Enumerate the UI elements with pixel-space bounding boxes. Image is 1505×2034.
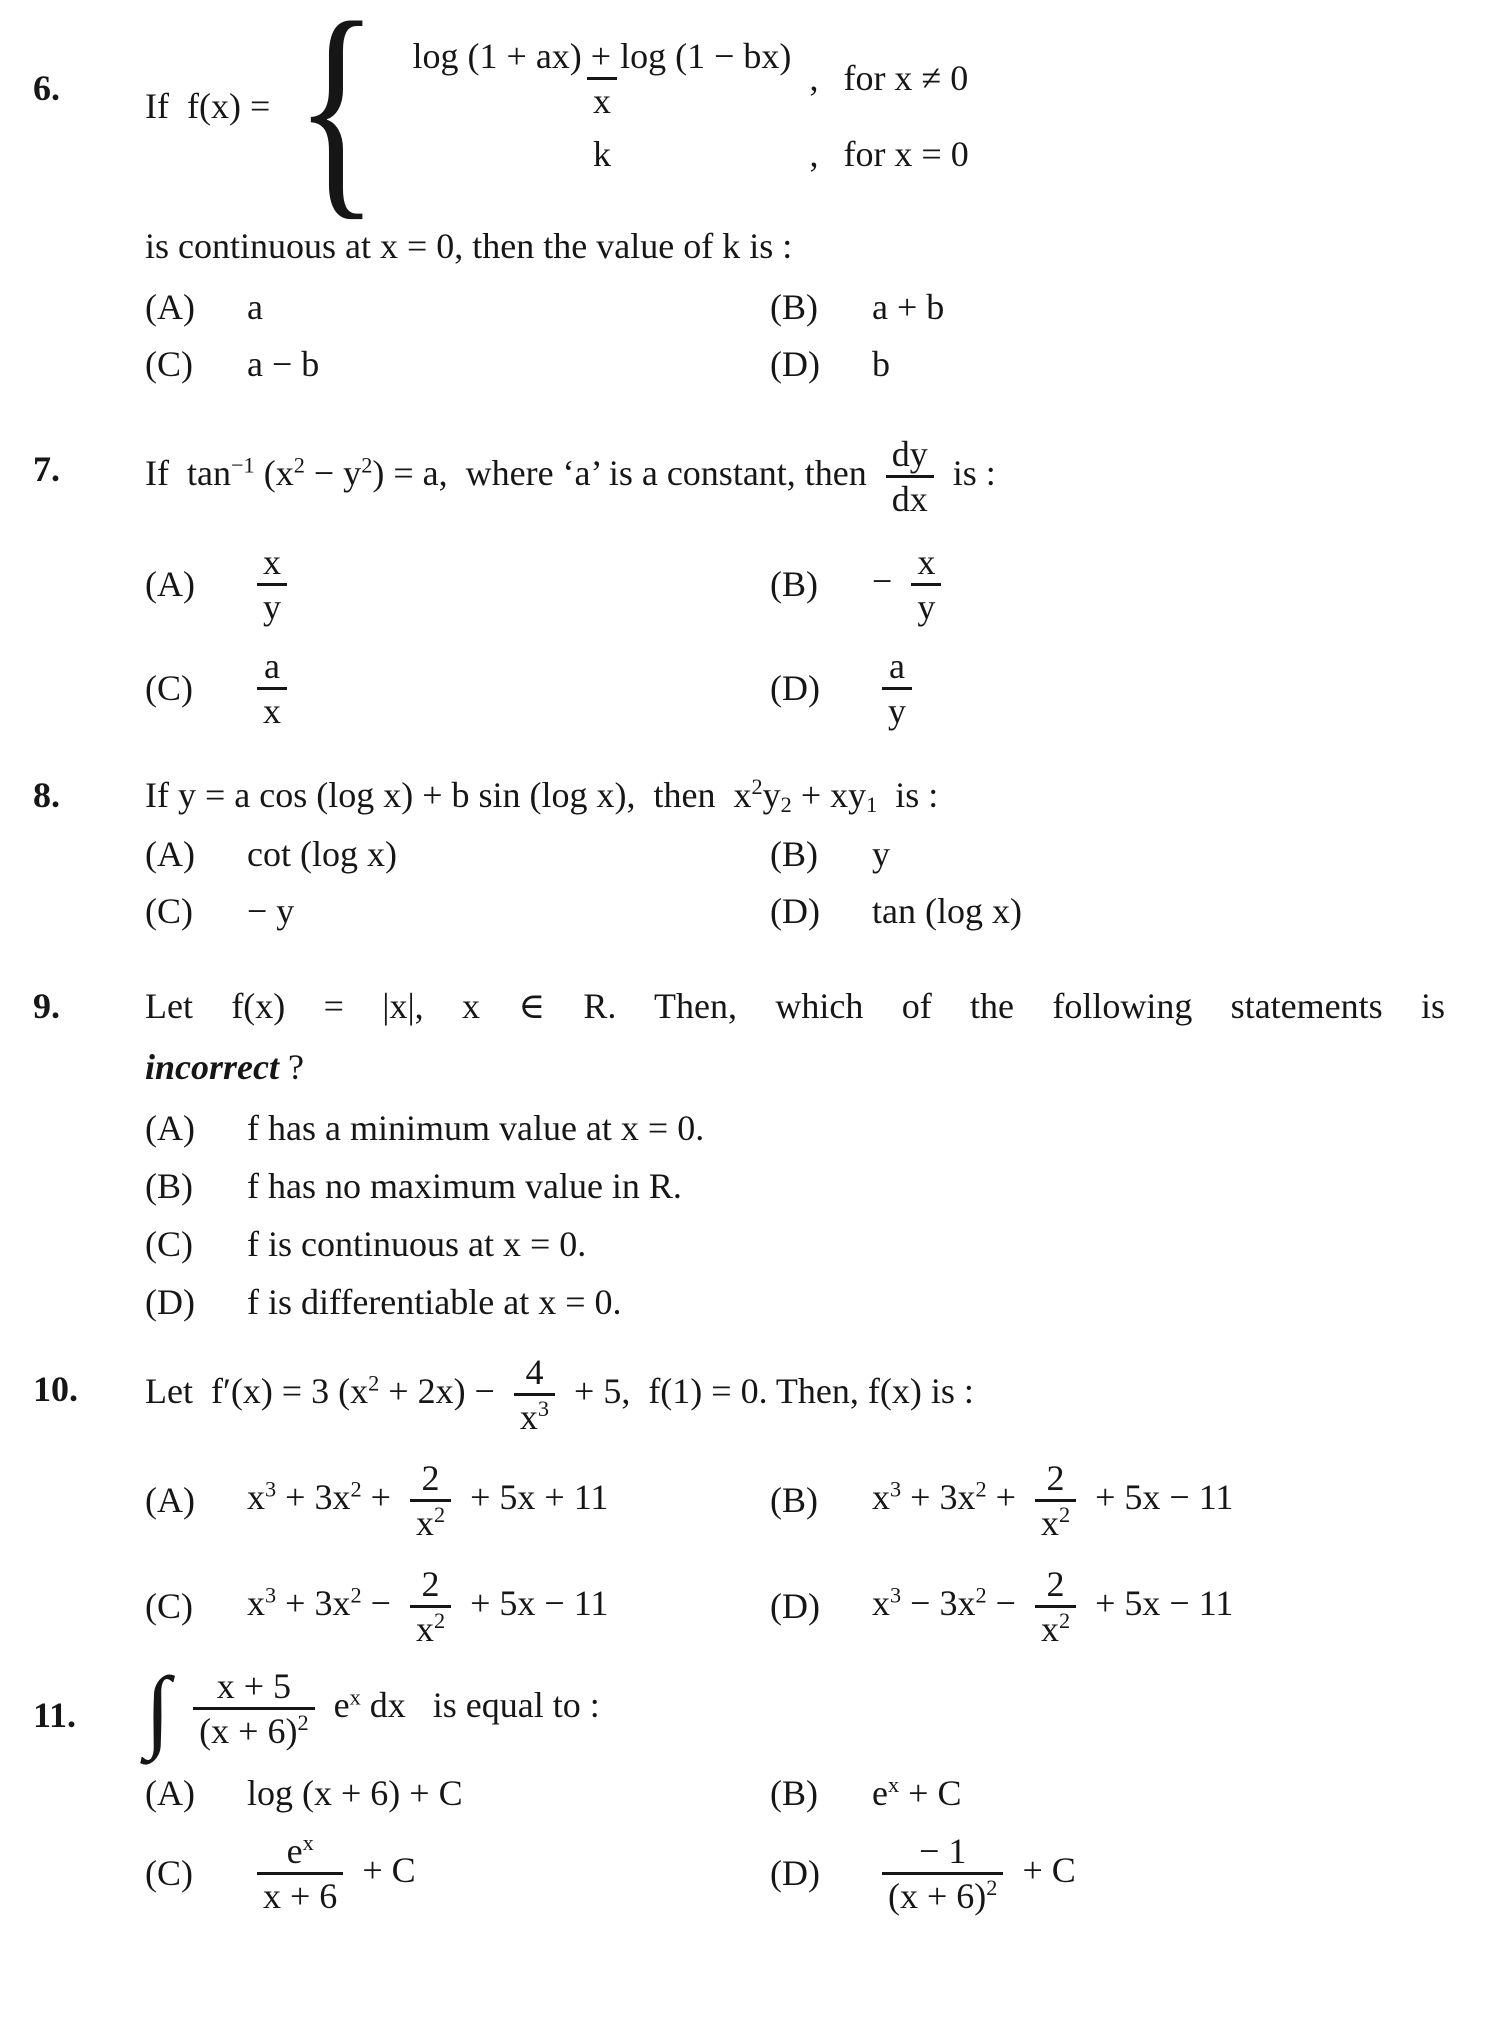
- question-mark: ?: [278, 1046, 304, 1087]
- question-10-option-b: [770, 1457, 1445, 1545]
- question-9: [33, 984, 1445, 1325]
- case-2-condition: for x = 0: [843, 134, 969, 175]
- option-label: (B): [770, 1480, 818, 1521]
- option-label: (D): [145, 1281, 195, 1322]
- question-9-options: [145, 1106, 1445, 1325]
- case-2-formula: k: [592, 134, 611, 175]
- option-label: (A): [145, 1480, 195, 1521]
- question-11-number: 11.: [33, 1694, 77, 1735]
- option-formula: $x^3 + 3x^2$ + $\frac{2}{x^2}$ + 5x + 11: [247, 1457, 609, 1544]
- option-formula: f has a minimum value at x = 0.: [247, 1107, 705, 1148]
- question-11: [33, 1657, 1445, 1918]
- option-label: (D): [770, 1586, 820, 1627]
- question-11-stem: ∫ $\frac{x + 5}{(x + 6)^2}$ $e^x$ dx is equal to :: [145, 1657, 600, 1760]
- option-label: (B): [770, 1772, 818, 1813]
- option-formula: $\frac{a}{y}$: [872, 645, 922, 733]
- question-10-option-d: [770, 1563, 1445, 1651]
- option-label: (A): [145, 1107, 195, 1148]
- question-11-options: [145, 1771, 1445, 1918]
- question-6-body: [145, 0, 1445, 387]
- option-label: (B): [770, 833, 818, 874]
- option-formula: $\frac{e^x}{x + 6}$ + C: [247, 1830, 416, 1918]
- question-8-stem: If y = a cos (log x) + b sin (log x), then $x^2y_2 + xy_1$ is :: [145, 773, 939, 817]
- option-label: (A): [145, 287, 195, 327]
- question-9-option-d: [145, 1280, 1445, 1325]
- question-11-body: [145, 1657, 1445, 1918]
- option-label: (C): [145, 344, 193, 384]
- option-formula: − $\frac{x}{y}$: [872, 541, 951, 629]
- piecewise-case-1: [394, 35, 968, 123]
- option-label: (C): [145, 1853, 193, 1894]
- question-8-option-c: [145, 889, 770, 934]
- option-formula: $x^3 + 3x^2$ + $\frac{2}{x^2}$ + 5x − 11: [872, 1457, 1234, 1544]
- option-formula: $x^3 - 3x^2$ − $\frac{2}{x^2}$ + 5x − 11: [872, 1563, 1234, 1650]
- question-10-option-a: [145, 1457, 770, 1545]
- question-6-option-c: [145, 342, 770, 387]
- question-8-number: 8.: [33, 774, 60, 815]
- question-9-option-b: [145, 1164, 1445, 1209]
- option-formula: $x^3 + 3x^2$ − $\frac{2}{x^2}$ + 5x − 11: [247, 1563, 609, 1650]
- option-formula: $\frac{- 1}{(x + 6)^2}$ + C: [872, 1830, 1076, 1918]
- question-6-option-b: [770, 285, 1445, 330]
- option-label: (A): [145, 1772, 195, 1813]
- question-9-option-a: [145, 1106, 1445, 1151]
- emphasized-word: incorrect: [145, 1046, 279, 1087]
- question-6-intro: If f(x) =: [145, 85, 280, 126]
- question-8: [33, 773, 1445, 934]
- option-formula: a: [247, 287, 263, 327]
- question-7-body: [145, 433, 1445, 733]
- option-label: (A): [145, 833, 195, 874]
- option-formula: tan (log x): [872, 890, 1022, 931]
- option-label: (D): [770, 344, 820, 384]
- question-6-stem: is continuous at x = 0, then the value of k is :: [145, 226, 793, 266]
- option-formula: $e^x + C$: [872, 1771, 962, 1813]
- curly-brace: {: [295, 0, 379, 239]
- option-label: (C): [145, 890, 193, 931]
- question-9-stem-emphasis-line: [145, 1045, 1445, 1090]
- question-7: [33, 433, 1445, 733]
- option-formula: f is differentiable at x = 0.: [247, 1281, 622, 1322]
- option-label: (C): [145, 1586, 193, 1627]
- option-label: (B): [145, 1165, 193, 1206]
- question-10-option-c: [145, 1563, 770, 1651]
- question-6-options: [145, 285, 1445, 387]
- option-label: (B): [770, 287, 818, 327]
- question-10-body: [145, 1351, 1445, 1651]
- question-7-option-c: [145, 645, 770, 733]
- question-9-body: [145, 984, 1445, 1325]
- question-10: [33, 1351, 1445, 1651]
- case-1-comma: ,: [809, 58, 819, 98]
- question-7-option-d: [770, 645, 1445, 733]
- option-label: (D): [770, 1853, 820, 1894]
- option-formula: cot (log x): [247, 833, 397, 874]
- question-11-option-a: [145, 1771, 770, 1816]
- question-6-piecewise: [145, 0, 1445, 239]
- integral-sign: ∫: [145, 1657, 171, 1760]
- piecewise-cases: [394, 35, 968, 178]
- question-8-options: [145, 832, 1445, 934]
- question-11-option-d: [770, 1830, 1445, 1918]
- option-label: (D): [770, 890, 820, 931]
- question-11-option-b: [770, 1771, 1445, 1816]
- option-formula: − y: [247, 890, 295, 931]
- question-7-options: [145, 541, 1445, 733]
- case-2-comma: ,: [809, 134, 819, 175]
- option-formula: b: [872, 344, 890, 384]
- question-7-option-b: [770, 541, 1445, 629]
- question-6: [33, 0, 1445, 387]
- question-6-option-d: [770, 342, 1445, 387]
- case-1-formula: $\frac{\log (1 + ax) + \log (1 - bx)}{x}$: [412, 35, 792, 121]
- option-formula: f has no maximum value in R.: [247, 1165, 682, 1206]
- question-8-option-b: [770, 832, 1445, 877]
- question-9-option-c: [145, 1222, 1445, 1267]
- option-label: (B): [770, 564, 818, 605]
- question-6-number: 6.: [33, 68, 60, 108]
- option-label: (D): [770, 668, 820, 709]
- question-10-number: 10.: [33, 1368, 78, 1409]
- option-label: (A): [145, 564, 195, 605]
- question-9-stem: Let f(x) = |x|, x ∈ R. Then, which of the following statements is: [145, 985, 1445, 1026]
- question-8-body: [145, 773, 1445, 934]
- option-formula: log (x + 6) + C: [247, 1772, 463, 1813]
- question-11-option-c: [145, 1830, 770, 1918]
- piecewise-case-2: [394, 132, 968, 177]
- option-formula: $\frac{x}{y}$: [247, 541, 297, 629]
- option-formula: a − b: [247, 344, 320, 384]
- option-formula: $\frac{a}{x}$: [247, 645, 297, 733]
- question-7-option-a: [145, 541, 770, 629]
- option-formula: y: [872, 833, 890, 874]
- question-10-options: [145, 1457, 1445, 1651]
- option-label: (C): [145, 668, 193, 709]
- question-9-number: 9.: [33, 985, 60, 1026]
- option-formula: f is continuous at x = 0.: [247, 1223, 587, 1264]
- question-10-stem: Let f′(x) = 3 $(x^2 + 2x)$ − $\frac{4}{x^3}$ + 5, f(1) = 0. Then, f(x) is :: [145, 1351, 974, 1438]
- question-6-option-a: [145, 285, 770, 330]
- option-label: (C): [145, 1223, 193, 1264]
- question-8-option-a: [145, 832, 770, 877]
- question-8-option-d: [770, 889, 1445, 934]
- question-7-stem: If $\tan^{-1} (x^2 - y^2) = a$, where ‘a’ is a constant, then $\frac{dy}{dx}$ is :: [145, 434, 996, 520]
- option-formula: a + b: [872, 287, 945, 327]
- question-7-number: 7.: [33, 449, 60, 489]
- case-1-condition: for x ≠ 0: [843, 58, 969, 98]
